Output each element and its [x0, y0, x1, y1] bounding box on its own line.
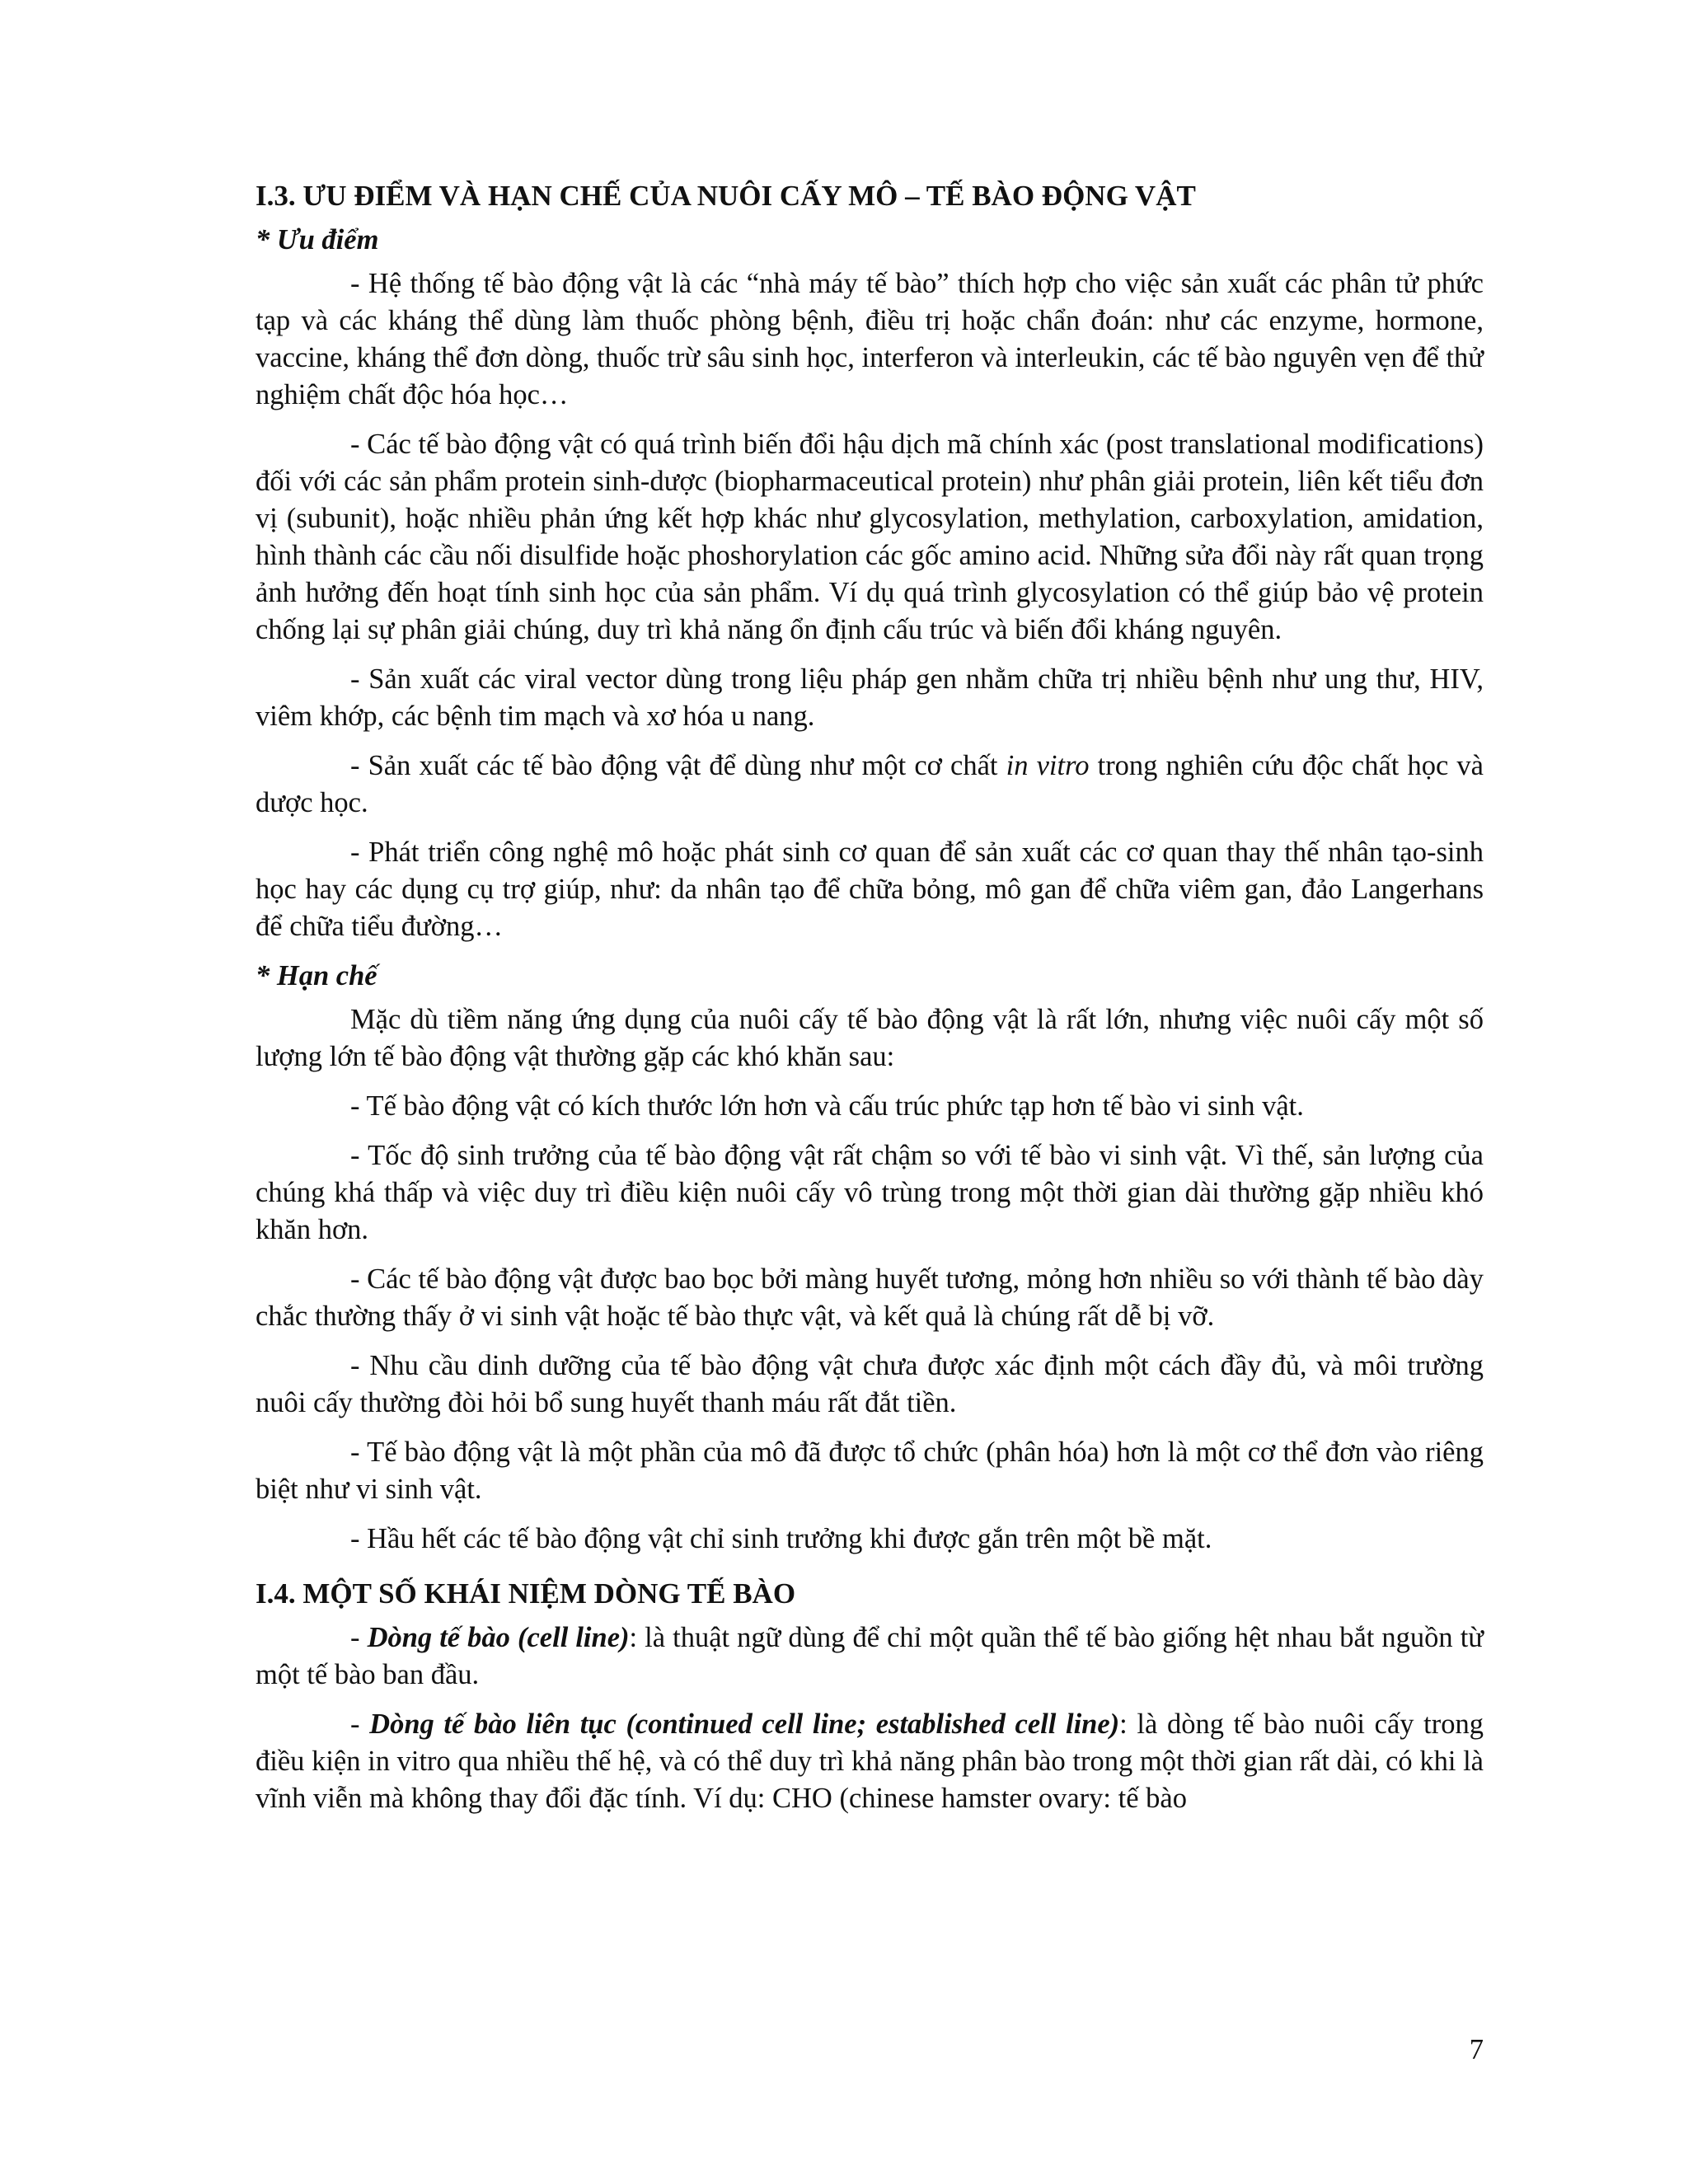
advantage-paragraph-4-end: trong nghiên cứu độc chất học và dược học. — [256, 750, 1484, 818]
definition-continued-cell-line — [256, 1706, 1484, 1817]
section-heading-i4: I.4. MỘT SỐ KHÁI NIỆM DÒNG TẾ BÀO — [256, 1577, 796, 1610]
limitation-paragraph-1: - Tế bào động vật có kích thước lớn hơn và cấu trúc phức tạp hơn tế bào vi sinh vật. — [350, 1090, 1304, 1122]
advantage-paragraph-3: - Sản xuất các viral vector dùng trong liệu pháp gen nhằm chữa trị nhiều bệnh như ung thư, HIV, viêm khớp, các bệnh tim mạch và xơ hóa u nang. — [256, 663, 1484, 732]
definition-text-continued-cell-line: : là dòng tế bào nuôi cấy trong điều kiện in vitro qua nhiều thế hệ, và có thể duy trì khả năng phân bào trong một thời gian rất dài, có khi là vĩnh viễn mà không thay đổi đặc tính. Ví dụ: CHO (chinese hamster ovary: tế bào — [256, 1708, 1484, 1814]
page-number: 7 — [1469, 2034, 1484, 2065]
advantages-title: * Ưu điểm — [256, 224, 379, 255]
definition-dash: - — [350, 1708, 370, 1740]
limitation-paragraph-5: - Tế bào động vật là một phần của mô đã được tổ chức (phân hóa) hơn là một cơ thể đơn vào riêng biệt như vi sinh vật. — [256, 1436, 1484, 1505]
definition-text-cell-line: : là thuật ngữ dùng để chỉ một quần thể tế bào giống hệt nhau bắt nguồn từ một tế bào ban đầu. — [256, 1622, 1484, 1690]
definition-dash: - — [350, 1622, 368, 1653]
definition-cell-line — [256, 1619, 1484, 1694]
advantage-paragraph-4 — [256, 748, 1484, 822]
document-page — [256, 177, 1484, 1830]
advantage-paragraph-5: - Phát triển công nghệ mô hoặc phát sinh cơ quan để sản xuất các cơ quan thay thế nhân tạo-sinh học hay các dụng cụ trợ giúp, như: da nhân tạo để chữa bỏng, mô gan để chữa viêm gan, đảo Langerhans để chữa tiểu đường… — [256, 837, 1484, 942]
definition-term-cell-line: Dòng tế bào (cell line) — [367, 1622, 630, 1653]
limitations-title: * Hạn chế — [256, 960, 377, 991]
advantage-paragraph-4-start: - Sản xuất các tế bào động vật để dùng như một cơ chất — [350, 750, 1006, 781]
limitation-paragraph-4: - Nhu cầu dinh dưỡng của tế bào động vật chưa được xác định một cách đầy đủ, và môi trường nuôi cấy thường đòi hỏi bổ sung huyết thanh máu rất đắt tiền. — [256, 1350, 1484, 1418]
limitation-paragraph-3: - Các tế bào động vật được bao bọc bởi màng huyết tương, mỏng hơn nhiều so với thành tế bào dày chắc thường thấy ở vi sinh vật hoặc tế bào thực vật, và kết quả là chúng rất dễ bị vỡ. — [256, 1263, 1484, 1332]
limitations-intro: Mặc dù tiềm năng ứng dụng của nuôi cấy tế bào động vật là rất lớn, nhưng việc nuôi cấy một số lượng lớn tế bào động vật thường gặp các khó khăn sau: — [256, 1004, 1484, 1072]
limitation-paragraph-2: - Tốc độ sinh trưởng của tế bào động vật rất chậm so với tế bào vi sinh vật. Vì thế, sản lượng của chúng khá thấp và việc duy trì điều kiện nuôi cấy vô trùng trong một thời gian dài thường gặp nhiều khó khăn hơn. — [256, 1140, 1484, 1245]
definition-term-continued-cell-line: Dòng tế bào liên tục (continued cell line; established cell line) — [369, 1708, 1120, 1740]
section-heading-i3: I.3. ƯU ĐIỂM VÀ HẠN CHẾ CỦA NUÔI CẤY MÔ – TẾ BÀO ĐỘNG VẬT — [256, 180, 1196, 212]
limitation-paragraph-6: - Hầu hết các tế bào động vật chỉ sinh trưởng khi được gắn trên một bề mặt. — [350, 1523, 1212, 1554]
in-vitro-term: in vitro — [1006, 750, 1090, 781]
advantage-paragraph-2: - Các tế bào động vật có quá trình biến đổi hậu dịch mã chính xác (post translational modifications) đối với các sản phẩm protein sinh-dược (biopharmaceutical protein) như phân giải protein, liên kết tiểu đơn vị (subunit), hoặc nhiều phản ứng kết hợp khác như glycosylation, methylation, carboxylation, amidation, hình thành các cầu nối disulfide hoặc phoshorylation các gốc amino acid. Những sửa đổi này rất quan trọng ảnh hưởng đến hoạt tính sinh học của sản phẩm. Ví dụ quá trình glycosylation có thể giúp bảo vệ protein chống lại sự phân giải chúng, duy trì khả năng ổn định cấu trúc và biến đổi kháng nguyên. — [256, 429, 1484, 645]
advantage-paragraph-1: - Hệ thống tế bào động vật là các “nhà máy tế bào” thích hợp cho việc sản xuất các phân tử phức tạp và các kháng thể dùng làm thuốc phòng bệnh, điều trị hoặc chẩn đoán: như các enzyme, hormone, vaccine, kháng thể đơn dòng, thuốc trừ sâu sinh học, interferon và interleukin, các tế bào nguyên vẹn để thử nghiệm chất độc hóa học… — [256, 268, 1484, 410]
